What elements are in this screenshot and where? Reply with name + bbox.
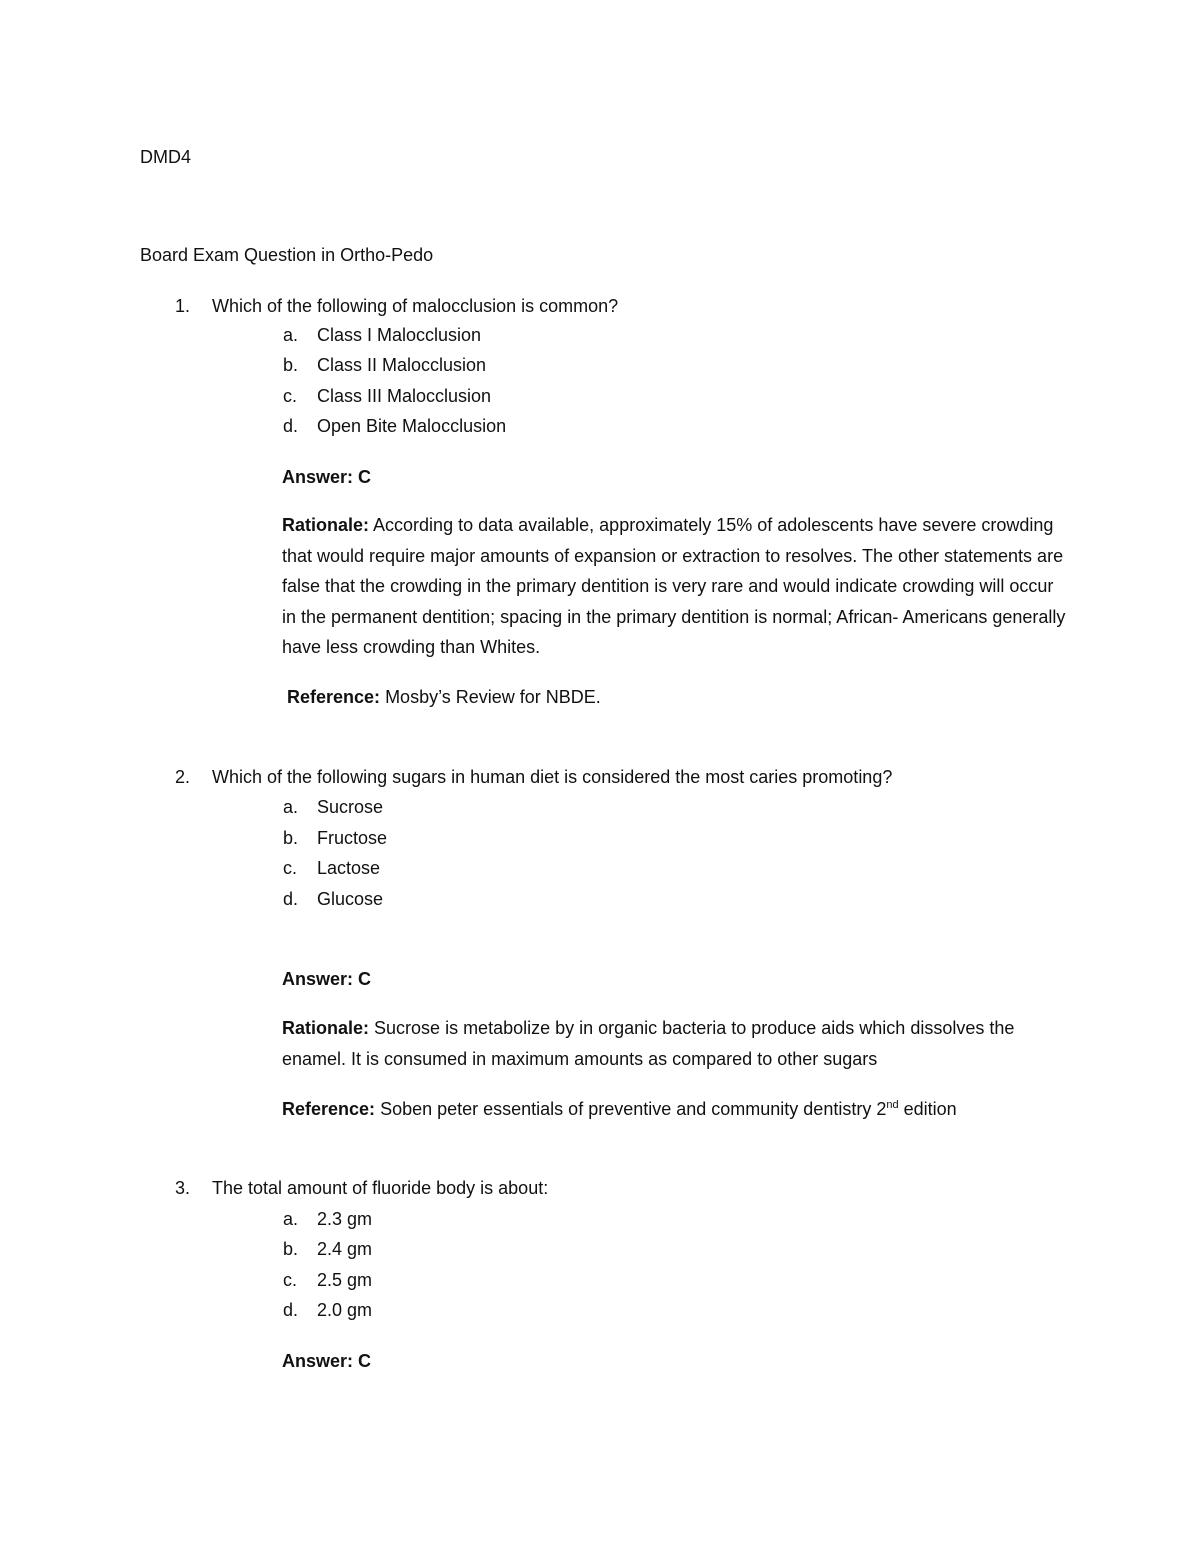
option-text: 2.4 gm — [317, 1239, 373, 1259]
answer-value: C — [358, 969, 372, 989]
answer-label: Answer: — [282, 1351, 354, 1371]
answer-line — [282, 970, 371, 988]
option-text: 2.5 gm — [317, 1270, 373, 1290]
option-text: Sucrose — [317, 797, 384, 817]
reference-line — [287, 688, 601, 706]
option-letter: b. — [283, 1239, 299, 1259]
reference-text: Mosby’s Review for NBDE. — [385, 687, 601, 707]
option-letter: b. — [283, 355, 299, 375]
reference-superscript: nd — [886, 1099, 899, 1111]
reference-suffix: edition — [898, 1099, 957, 1119]
rationale-label: Rationale: — [282, 1018, 370, 1038]
reference-label: Reference: — [282, 1099, 376, 1119]
question-text: The total amount of fluoride body is about: — [212, 1178, 549, 1198]
answer-label: Answer: — [282, 467, 354, 487]
option-letter: a. — [283, 325, 299, 345]
answer-value: C — [358, 467, 372, 487]
answer-label: Answer: — [282, 969, 354, 989]
option-text: 2.0 gm — [317, 1300, 373, 1320]
option-text: Fructose — [317, 828, 388, 848]
option-text: Class I Malocclusion — [317, 325, 482, 345]
question-number: 1. — [175, 296, 191, 316]
rationale-label: Rationale: — [282, 515, 370, 535]
option-letter: d. — [283, 416, 299, 436]
option-text: Class III Malocclusion — [317, 386, 492, 406]
option-text: 2.3 gm — [317, 1209, 373, 1229]
option-text: Class II Malocclusion — [317, 355, 487, 375]
question-text: Which of the following of malocclusion is common? — [212, 296, 619, 316]
answer-value: C — [358, 1351, 372, 1371]
option-letter: b. — [283, 828, 299, 848]
reference-line — [282, 1100, 957, 1118]
document-title: Board Exam Question in Ortho-Pedo — [140, 245, 434, 265]
answer-line — [282, 468, 371, 486]
option-text: Lactose — [317, 858, 381, 878]
reference-label: Reference: — [287, 687, 381, 707]
reference-text: Soben peter essentials of preventive and community dentistry 2 — [380, 1099, 887, 1119]
option-text: Open Bite Malocclusion — [317, 416, 507, 436]
rationale-paragraph — [282, 510, 1072, 663]
question-number: 2. — [175, 767, 191, 787]
option-letter: c. — [283, 858, 298, 878]
option-letter: c. — [283, 386, 298, 406]
rationale-text: According to data available, approximately 15% of adolescents have severe crowding that would require major amounts of expansion or extraction to resolves. The other statements are false that the crowding in the primary dentition is very rare and would indicate crowding will occur in the permanent dentition; spacing in the primary dentition is normal; African- Americans generally have less crowding than Whites. — [282, 515, 1066, 657]
option-letter: d. — [283, 1300, 299, 1320]
rationale-text: Sucrose is metabolize by in organic bacteria to produce aids which dissolves the enamel. It is consumed in maximum amounts as compared to other sugars — [282, 1018, 1015, 1069]
option-letter: c. — [283, 1270, 298, 1290]
question-number: 3. — [175, 1178, 191, 1198]
option-letter: d. — [283, 889, 299, 909]
option-text: Glucose — [317, 889, 384, 909]
answer-line — [282, 1352, 371, 1370]
option-letter: a. — [283, 797, 299, 817]
rationale-paragraph — [282, 1013, 1072, 1074]
course-code: DMD4 — [140, 147, 192, 167]
question-text: Which of the following sugars in human diet is considered the most caries promoting? — [212, 767, 893, 787]
option-letter: a. — [283, 1209, 299, 1229]
